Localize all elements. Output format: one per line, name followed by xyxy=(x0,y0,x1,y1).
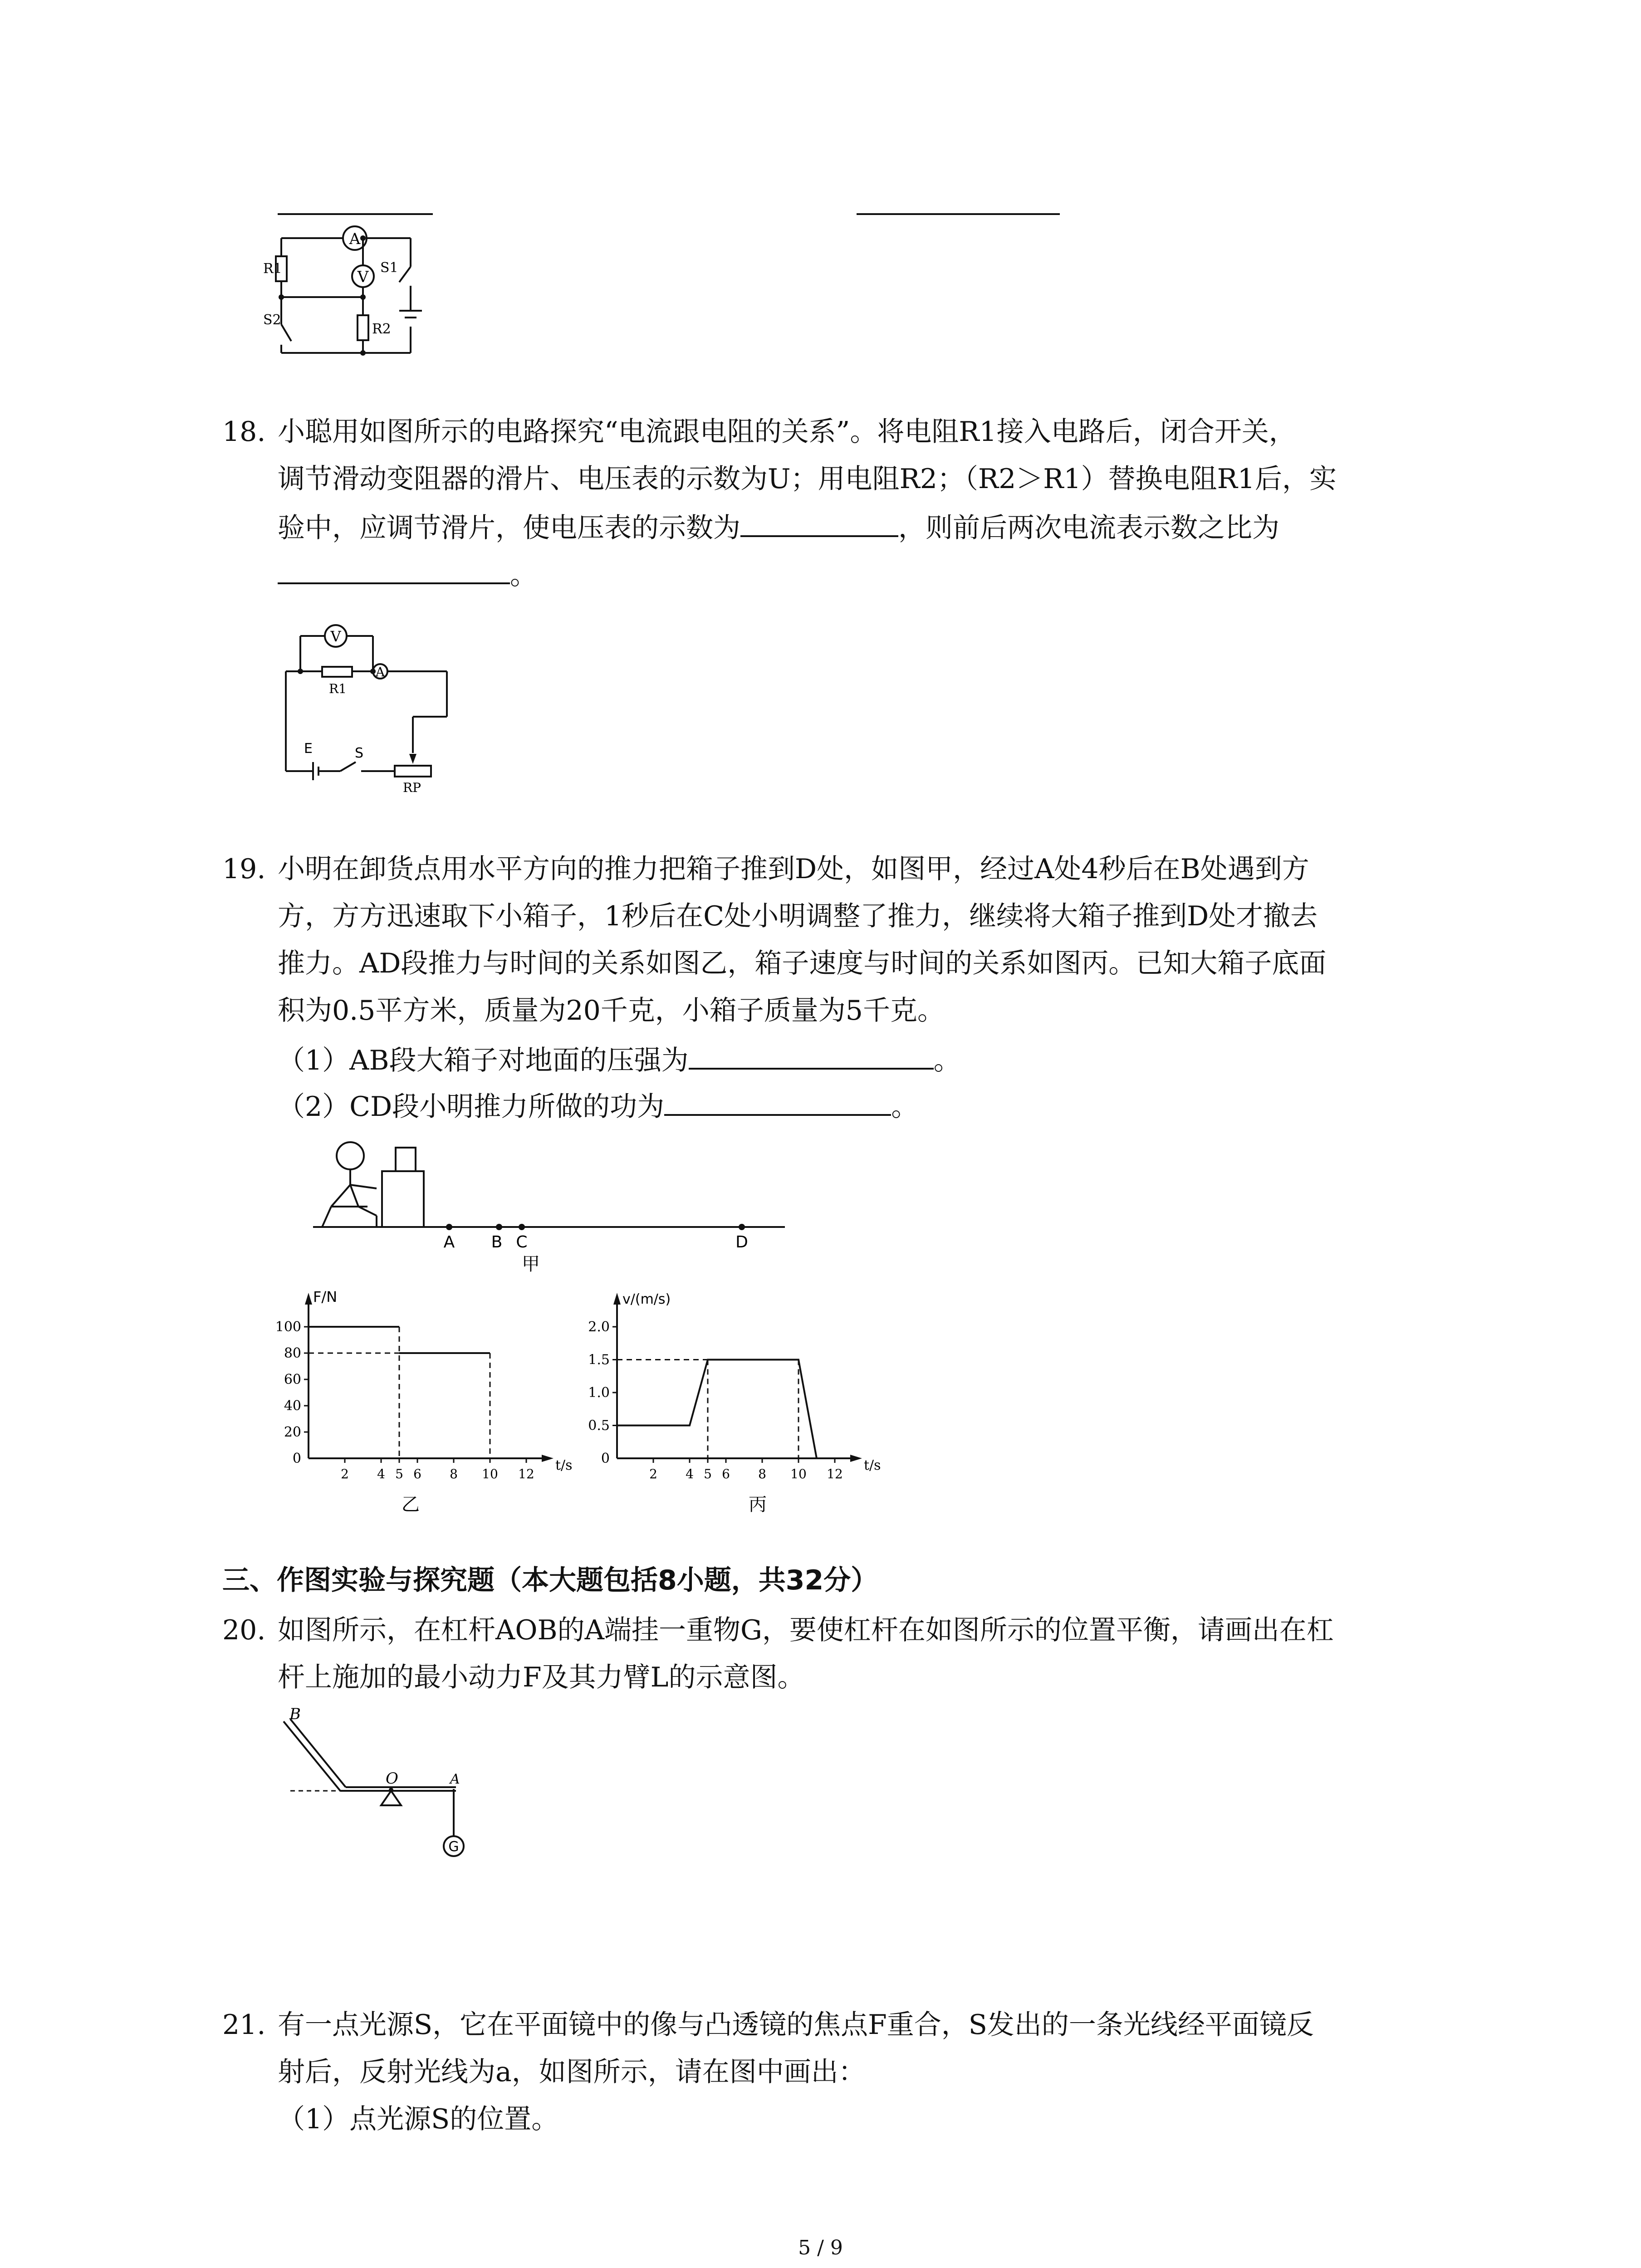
bing-xtick-label: 5 xyxy=(704,1466,712,1481)
top-r1-label: R1 xyxy=(263,261,282,277)
q21-number: 21. xyxy=(222,2009,266,2041)
jia-point-a: A xyxy=(443,1233,455,1251)
jia-point-c: C xyxy=(516,1233,528,1251)
top-s1-label: S1 xyxy=(380,260,398,276)
yi-ytick-label: 80 xyxy=(284,1345,301,1361)
q18-line4-end: 。 xyxy=(510,559,537,591)
bing-xlabel: t/s xyxy=(864,1457,881,1473)
q18-switch-label: S xyxy=(355,745,364,761)
yi-ytick-label: 0 xyxy=(292,1451,301,1466)
bing-xtick-label: 10 xyxy=(790,1466,807,1481)
bing-xtick-label: 2 xyxy=(649,1466,657,1481)
q19-sub2-text: （2）CD段小明推力所做的功为 xyxy=(278,1091,665,1123)
q20-number: 20. xyxy=(222,1614,266,1646)
q20-lever-diagram xyxy=(272,1706,526,1878)
q18-circuit-diagram xyxy=(272,621,463,794)
q20-label-o: O xyxy=(386,1769,398,1788)
jia-point-b: B xyxy=(491,1233,503,1251)
q19-line3: 推力。AD段推力与时间的关系如图乙，箱子速度与时间的关系如图丙。已知大箱子底面 xyxy=(278,948,1327,979)
q18-number: 18. xyxy=(222,416,266,448)
q19-sub2 xyxy=(278,1089,918,1123)
q19-answer-blank-pressure[interactable] xyxy=(689,1042,934,1070)
top-voltmeter-label: V xyxy=(357,268,369,286)
q18-line3 xyxy=(278,510,1279,544)
q18-line3-b: ，则前后两次电流表示数之比为 xyxy=(898,512,1279,544)
q19-figure-jia xyxy=(313,1134,789,1288)
q19-sub1-end: 。 xyxy=(933,1045,961,1076)
yi-xtick-label: 5 xyxy=(395,1466,403,1481)
bing-ylabel: v/(m/s) xyxy=(622,1291,671,1307)
q19-number: 19. xyxy=(222,853,266,885)
q19-chart-yi xyxy=(254,1288,581,1524)
bing-ytick-label: 2.0 xyxy=(588,1319,610,1335)
q19-sub1 xyxy=(278,1042,961,1077)
q20-label-g: G xyxy=(448,1839,459,1855)
yi-xtick-label: 4 xyxy=(377,1466,385,1481)
yi-ytick-label: 40 xyxy=(284,1398,301,1414)
yi-ytick-label: 100 xyxy=(275,1319,301,1335)
answer-blank-top-left[interactable] xyxy=(278,195,433,215)
yi-ytick-label: 20 xyxy=(284,1424,301,1440)
q18-line1: 小聪用如图所示的电路探究“电流跟电阻的关系”。将电阻R1接入电路后，闭合开关， xyxy=(278,416,1296,448)
circuit-diagram-top xyxy=(263,213,454,363)
q19-line1: 小明在卸货点用水平方向的推力把箱子推到D处，如图甲，经过A处4秒后在B处遇到方 xyxy=(278,853,1309,885)
bing-caption: 丙 xyxy=(749,1494,767,1515)
page-number: 5 / 9 xyxy=(798,2236,843,2259)
yi-xtick-label: 10 xyxy=(482,1466,498,1481)
bing-xtick-label: 6 xyxy=(722,1466,730,1481)
yi-caption: 乙 xyxy=(402,1494,420,1515)
q20-label-a: A xyxy=(450,1771,460,1787)
bing-ytick-label: 1.5 xyxy=(588,1352,610,1368)
yi-ytick-label: 60 xyxy=(284,1372,301,1388)
q20-line2: 杆上施加的最小动力F及其力臂L的示意图。 xyxy=(278,1662,805,1693)
yi-xtick-label: 12 xyxy=(518,1466,534,1481)
bing-ytick-label: 0 xyxy=(601,1451,610,1466)
q18-ammeter-label: A xyxy=(375,665,385,679)
q21-line1: 有一点光源S，它在平面镜中的像与凸透镜的焦点F重合，S发出的一条光线经平面镜反 xyxy=(278,2009,1314,2041)
q20-line1: 如图所示，在杠杆AOB的A端挂一重物G，要使杠杆在如图所示的位置平衡，请画出在杠 xyxy=(278,1614,1334,1646)
bing-xtick-label: 4 xyxy=(686,1466,694,1481)
q18-line2: 调节滑动变阻器的滑片、电压表的示数为U；用电阻R2；（R2＞R1）替换电阻R1后，实 xyxy=(278,463,1337,495)
yi-ylabel: F/N xyxy=(313,1288,338,1305)
q18-answer-blank-ratio[interactable] xyxy=(278,557,510,584)
bing-xtick-label: 12 xyxy=(827,1466,843,1481)
q18-line4 xyxy=(278,557,537,591)
yi-xtick-label: 2 xyxy=(341,1466,349,1481)
bing-ytick-label: 1.0 xyxy=(588,1385,610,1401)
q19-chart-bing xyxy=(563,1288,889,1524)
q19-answer-blank-work[interactable] xyxy=(664,1089,891,1116)
q19-sub1-text: （1）AB段大箱子对地面的压强为 xyxy=(278,1045,689,1076)
bing-speed-line xyxy=(617,1360,817,1459)
q20-label-b: B xyxy=(289,1706,301,1723)
q18-answer-blank-voltage[interactable] xyxy=(740,510,898,537)
q18-r1-label: R1 xyxy=(329,681,347,696)
yi-xlabel: t/s xyxy=(555,1457,573,1473)
bing-xtick-label: 8 xyxy=(758,1466,766,1481)
top-r2-label: R2 xyxy=(372,321,391,337)
top-s2-label: S2 xyxy=(263,312,281,328)
jia-caption: 甲 xyxy=(522,1254,540,1275)
q18-voltmeter-label: V xyxy=(330,628,341,645)
q18-battery-label: E xyxy=(304,741,313,757)
q21-line2: 射后，反射光线为a，如图所示，请在图中画出： xyxy=(278,2056,866,2088)
yi-xtick-label: 8 xyxy=(450,1466,458,1481)
q18-rheostat-label: RP xyxy=(403,780,421,794)
yi-xtick-label: 6 xyxy=(413,1466,421,1481)
q19-line2: 方，方方迅速取下小箱子，1秒后在C处小明调整了推力，继续将大箱子推到D处才撤去 xyxy=(278,900,1318,932)
top-ammeter-label: A xyxy=(349,230,361,248)
section3-heading: 三、作图实验与探究题（本大题包括8小题，共32分） xyxy=(222,1564,878,1596)
q19-sub2-end: 。 xyxy=(891,1091,919,1123)
q18-line3-a: 验中，应调节滑片，使电压表的示数为 xyxy=(278,512,740,544)
jia-point-d: D xyxy=(735,1233,748,1251)
q19-line4: 积为0.5平方米，质量为20千克，小箱子质量为5千克。 xyxy=(278,995,945,1026)
bing-ytick-label: 0.5 xyxy=(588,1418,610,1434)
q21-sub1: （1）点光源S的位置。 xyxy=(278,2103,559,2135)
answer-blank-top-right[interactable] xyxy=(857,195,1060,215)
